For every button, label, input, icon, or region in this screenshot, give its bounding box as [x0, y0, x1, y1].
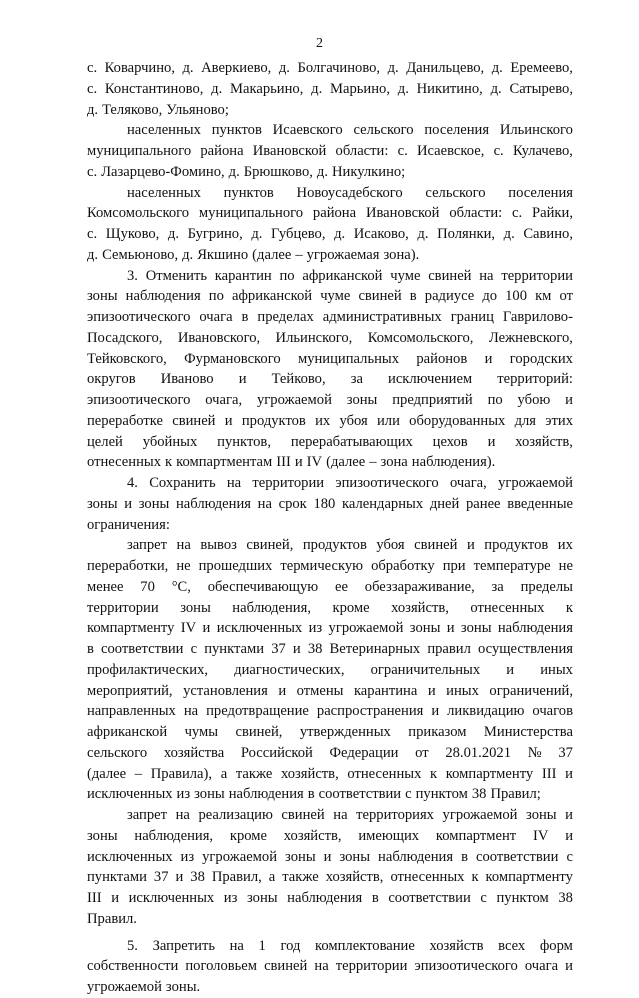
text-line: Правил. [87, 910, 137, 927]
paragraph [87, 805, 573, 930]
text-line: зоны и зоны наблюдения на срок 180 календарных дней ранее введенные [87, 495, 573, 512]
text-line: менее 70 °С, обеспечивающую ее обеззараживание, за пределы [87, 578, 573, 595]
text-line: целей убойных пунктов, перерабатывающих цехов и хозяйств, [87, 433, 573, 450]
text-line: переработке свиней и продуктов их убоя или оборудованных для этих [87, 412, 573, 429]
paragraph [87, 120, 573, 182]
text-line: Посадского, Ивановского, Ильинского, Комсомольского, Лежневского, [87, 329, 573, 346]
text-line: населенных пунктов Исаевского сельского поселения Ильинского [127, 122, 573, 139]
text-line: мероприятий, установления и отмены карантина и иных ограничений, [87, 682, 573, 699]
text-line: пунктами 37 и 38 Правил, а также хозяйств, отнесенных к компартменту [87, 869, 573, 886]
document-body [87, 58, 573, 998]
text-line: д. Семьюново, д. Якшино (далее – угрожаемая зона). [87, 246, 420, 263]
text-line: эпизоотического очага, угрожаемой зоны предприятий по убою и [87, 392, 573, 408]
text-line: с. Лазарцево-Фомино, д. Брюшково, д. Никулкино; [87, 163, 406, 180]
text-line: Комсомольского муниципального района Ивановской области: с. Райки, [87, 205, 573, 222]
text-line: зоны наблюдения, кроме хозяйств, имеющих компартмент IV и [87, 827, 573, 844]
text-line: III и исключенных из зоны наблюдения в соответствии с пунктом 38 [87, 890, 573, 906]
text-line: 3. Отменить карантин по африканской чуме свиней на территории [127, 267, 573, 284]
text-line: с. Щуково, д. Бугрино, д. Губцево, д. Исаково, д. Полянки, д. Савино, [87, 226, 573, 242]
text-line: эпизоотического очага в пределах административных границ Гаврилово- [87, 309, 573, 325]
paragraph [87, 266, 573, 474]
text-line: д. Теляково, Ульяново; [87, 101, 229, 118]
text-line: запрет на вывоз свиней, продуктов убоя свиней и продуктов их [127, 537, 573, 554]
paragraph [87, 936, 573, 998]
text-line: округов Иваново и Тейково, за исключением территорий: [87, 371, 573, 388]
paragraph [87, 473, 573, 535]
text-line: исключенных из угрожаемой зоны и зоны наблюдения в соответствии с [87, 848, 573, 865]
text-line: компартменту IV и исключенных из угрожаемой зоны и зоны наблюдения [87, 620, 573, 637]
text-line: муниципального района Ивановской области: с. Исаевское, с. Кулачево, [87, 143, 573, 159]
text-line: населенных пунктов Новоусадебского сельского поселения [127, 184, 573, 201]
text-line: территории зоны наблюдения, кроме хозяйств, отнесенных к [87, 599, 573, 616]
text-line: с. Коварчино, д. Аверкиево, д. Болгачиново, д. Данильцево, д. Еремеево, [87, 60, 573, 76]
text-line: 5. Запретить на 1 год комплектование хозяйств всех форм [127, 937, 573, 954]
paragraph [87, 535, 573, 805]
text-line: угрожаемой зоны. [87, 979, 201, 995]
text-line: Тейковского, Фурмановского муниципальных районов и городских [87, 350, 573, 367]
text-line: собственности поголовьем свиней на территории эпизоотического очага и [87, 958, 573, 975]
text-line: запрет на реализацию свиней на территориях угрожаемой зоны и [127, 807, 573, 823]
text-line: профилактических, диагностических, ограничительных и иных [87, 661, 573, 678]
text-line: африканской чумы свиней, утвержденных приказом Министерства [87, 724, 573, 740]
text-line: 4. Сохранить на территории эпизоотического очага, угрожаемой [127, 475, 573, 491]
text-line: сельского хозяйства Российской Федерации от 28.01.2021 № 37 [87, 744, 573, 761]
text-line: переработки, не прошедших термическую обработку при температуре не [87, 558, 573, 574]
paragraph [87, 183, 573, 266]
text-line: исключенных из зоны наблюдения в соответствии с пунктом 38 Правил; [87, 786, 541, 803]
text-line: отнесенных к компартментам III и IV (далее – зона наблюдения). [87, 454, 496, 471]
text-line: ограничения: [87, 516, 170, 533]
text-line: (далее – Правила), а также хозяйств, отнесенных к компартменту III и [87, 765, 573, 782]
page-number: 2 [316, 36, 323, 51]
text-line: зоны наблюдения по африканской чуме свиней в радиусе до 100 км от [87, 288, 573, 305]
text-line: с. Константиново, д. Макарьино, д. Марьино, д. Никитино, д. Сатырево, [87, 80, 573, 97]
text-line: направленных на предотвращение распространения и ликвидацию очагов [87, 703, 573, 720]
text-line: в соответствии с пунктами 37 и 38 Ветеринарных правил осуществления [87, 641, 573, 657]
paragraph [87, 58, 573, 120]
